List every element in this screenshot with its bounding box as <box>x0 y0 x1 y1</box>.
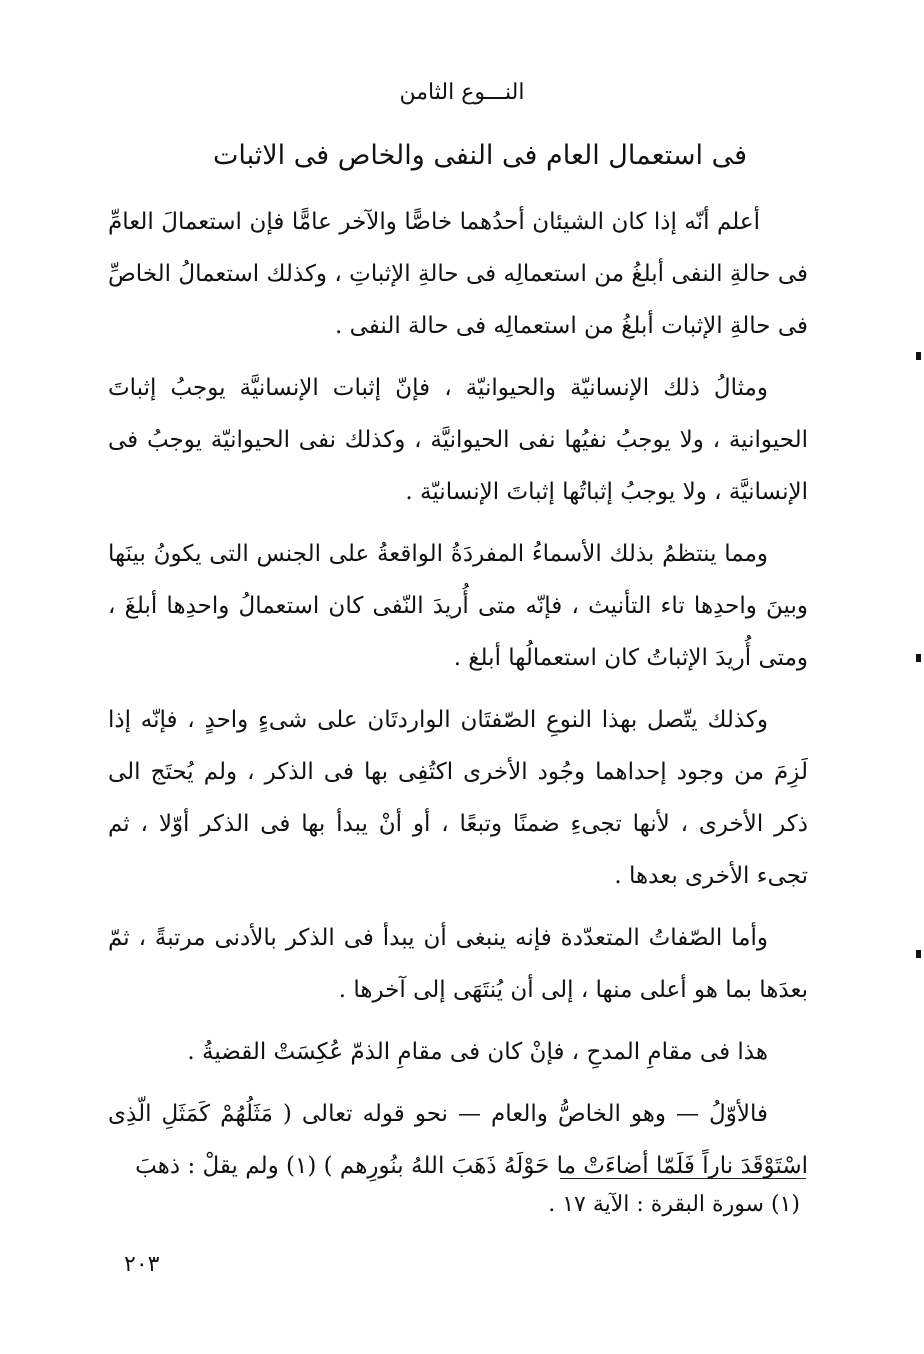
margin-mark <box>916 654 921 662</box>
page-number: ٢٠٣ <box>124 1252 160 1277</box>
paragraph: وكذلك يتّصل بهذا النوعِ الصّفتَان الواردتَان على شىءٍ واحدٍ ، فإنّه إذا لَزِمَ من وجود إحداهما وجُود الأخرى اكتُفِى بها فى الذكر ، ولم يُحتَج الى ذكر الأخرى ، لأنها تجىءِ ضمنًا وتبعًا ، أو أنْ يبدأ بها فى الذكر أوّلا ، ثم تجىء الأخرى بعدها . <box>108 707 808 889</box>
paragraph: هذا فى مقامِ المدحِ ، فإنْ كان فى مقامِ الذمّ عُكِسَتْ القضيةُ . <box>187 1039 768 1065</box>
paragraph: وأما الصّفاتُ المتعدّدة فإنه ينبغى أن يبدأ فى الذكر بالأدنى مرتبةً ، ثمّ بعدَها بما هو أعلى منها ، إلى أن يُنتَهَى إلى آخرها . <box>108 925 808 1003</box>
margin-mark <box>916 352 921 360</box>
paragraph: ومثالُ ذلك الإنسانيّة والحيوانيّة ، فإنّ إثبات الإنسانيَّة يوجبُ إثباتَ الحيوانية ، ولا يوجبُ نفيُها نفى الحيوانيَّة ، وكذلك نفى الحيوانيّة يوجبُ فى الإنسانيَّة ، ولا يوجبُ إثباتُها إثباتَ الإنسانيّة . <box>108 375 808 505</box>
margin-mark <box>916 950 921 958</box>
section-heading: النـــوع الثامن <box>399 80 525 105</box>
footnote-divider <box>560 1178 806 1179</box>
body-text <box>108 196 808 1202</box>
paragraph: أعلم أنّه إذا كان الشيئان أحدُهما خاصًّا والآخر عامًّا فإن استعمالَ العامِّ فى حالةِ النفى أبلغُ من استعمالِه فى حالةِ الإثباتِ ، وكذلك استعمالُ الخاصِّ فى حالةِ الإثبات أبلغُ من استعمالِه فى حالة النفى . <box>108 209 808 339</box>
paragraph: ومما ينتظمُ بذلك الأسماءُ المفردَةُ الواقعةُ على الجنس التى يكونُ بينَها وبينَ واحدِها تاء التأنيث ، فإنّه متى أُريدَ النّفى كان استعمالُ واحدِها أبلغَ ، ومتى أُريدَ الإثباتُ كان استعمالُها أبلغ . <box>108 541 808 671</box>
paragraph: فالأوّلُ — وهو الخاصُّ والعام — نحو قوله تعالى ( مَثَلُهُمْ كَمَثَلِ الّذِى اسْتَوْقَدَ ناراً فَلَمّا أضاءَتْ ما حَوْلَهُ ذَهَبَ اللهُ بنُورِهم ) (١) ولم يقلْ : ذهبَ <box>108 1101 808 1179</box>
footnote: (١) سورة البقرة : الآية ١٧ . <box>548 1192 800 1217</box>
chapter-title: فى استعمال العام فى النفى والخاص فى الاثبات <box>212 140 748 171</box>
